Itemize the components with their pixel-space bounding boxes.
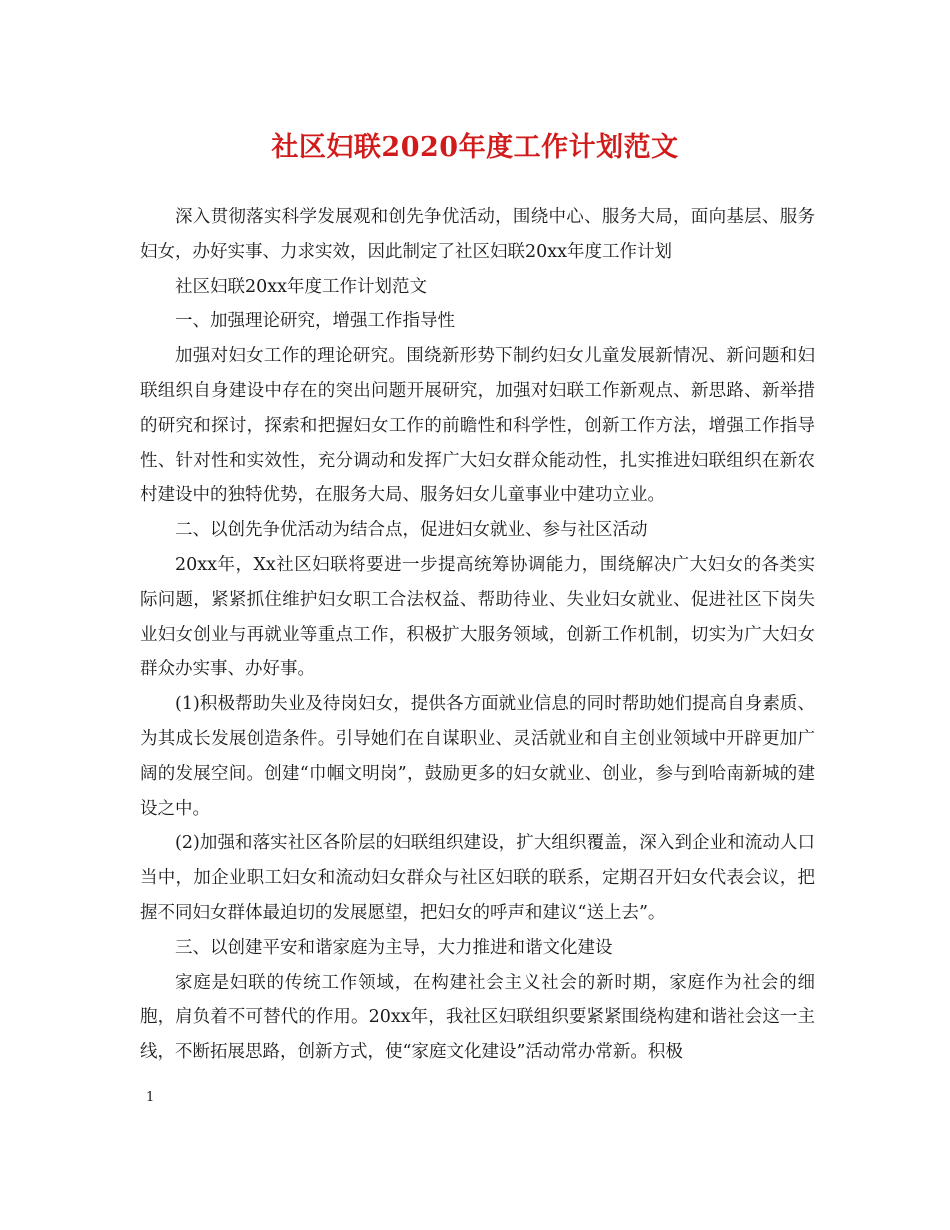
page-title: 社区妇联2020年度工作计划范文 bbox=[271, 132, 679, 163]
paragraph-section-3: 家庭是妇联的传统工作领域，在构建社会主义社会的新时期，家庭作为社会的细胞，肩负着不可替代的作用。20xx年，我社区妇联组织要紧紧围绕构建和谐社会这一主线，不断拓展思路，创新方式，使“家庭文化建设”活动常办常新。积极 bbox=[140, 972, 815, 1063]
paragraph-section-1: 加强对妇女工作的理论研究。围绕新形势下制约妇女儿童发展新情况、新问题和妇联组织自身建设中存在的突出问题开展研究，加强对妇联工作新观点、新思路、新举措的研究和探讨，探索和把握妇女工作的前瞻性和科学性，创新工作方法，增强工作指导性、针对性和实效性，充分调动和发挥广大妇女群众能动性，扎实推进妇联组织在新农村建设中的独特优势，在服务大局、服务妇女儿童事业中建功立业。 bbox=[140, 346, 815, 506]
page-number: 1 bbox=[146, 1090, 155, 1105]
paragraph-item-2: (2)加强和落实社区各阶层的妇联组织建设，扩大组织覆盖，深入到企业和流动人口当中，加企业职工妇女和流动妇女群众与社区妇联的联系，定期召开妇女代表会议，把握不同妇女群体最迫切的发展愿望，把妇女的呼声和建议“送上去”。 bbox=[140, 833, 815, 923]
paragraph-section-2: 20xx年，Xx社区妇联将要进一步提高统筹协调能力，围绕解决广大妇女的各类实际问题，紧紧抓住维护妇女职工合法权益、帮助待业、失业妇女就业、促进社区下岗失业妇女创业与再就业等重点工作，积极扩大服务领域，创新工作机制，切实为广大妇女群众办实事、办好事。 bbox=[140, 554, 815, 680]
paragraph-intro: 深入贯彻落实科学发展观和创先争优活动，围绕中心、服务大局，面向基层、服务妇女，办好实事、力求实效，因此制定了社区妇联20xx年度工作计划 bbox=[140, 207, 815, 262]
section-heading-2: 二、以创先争优活动为结合点，促进妇女就业、参与社区活动 bbox=[175, 520, 648, 541]
section-heading-1: 一、加强理论研究，增强工作指导性 bbox=[175, 311, 455, 332]
section-heading-3: 三、以创建平安和谐家庭为主导，大力推进和谐文化建设 bbox=[175, 937, 613, 958]
paragraph-item-1: (1)积极帮助失业及待岗妇女，提供各方面就业信息的同时帮助她们提高自身素质、为其成长发展创造条件。引导她们在自谋职业、灵活就业和自主创业领域中开辟更加广阔的发展空间。创建“巾帼文明岗”，鼓励更多的妇女就业、创业，参与到哈南新城的建设之中。 bbox=[140, 694, 815, 819]
paragraph-subtitle: 社区妇联20xx年度工作计划范文 bbox=[175, 276, 428, 297]
document-body bbox=[140, 200, 815, 1070]
